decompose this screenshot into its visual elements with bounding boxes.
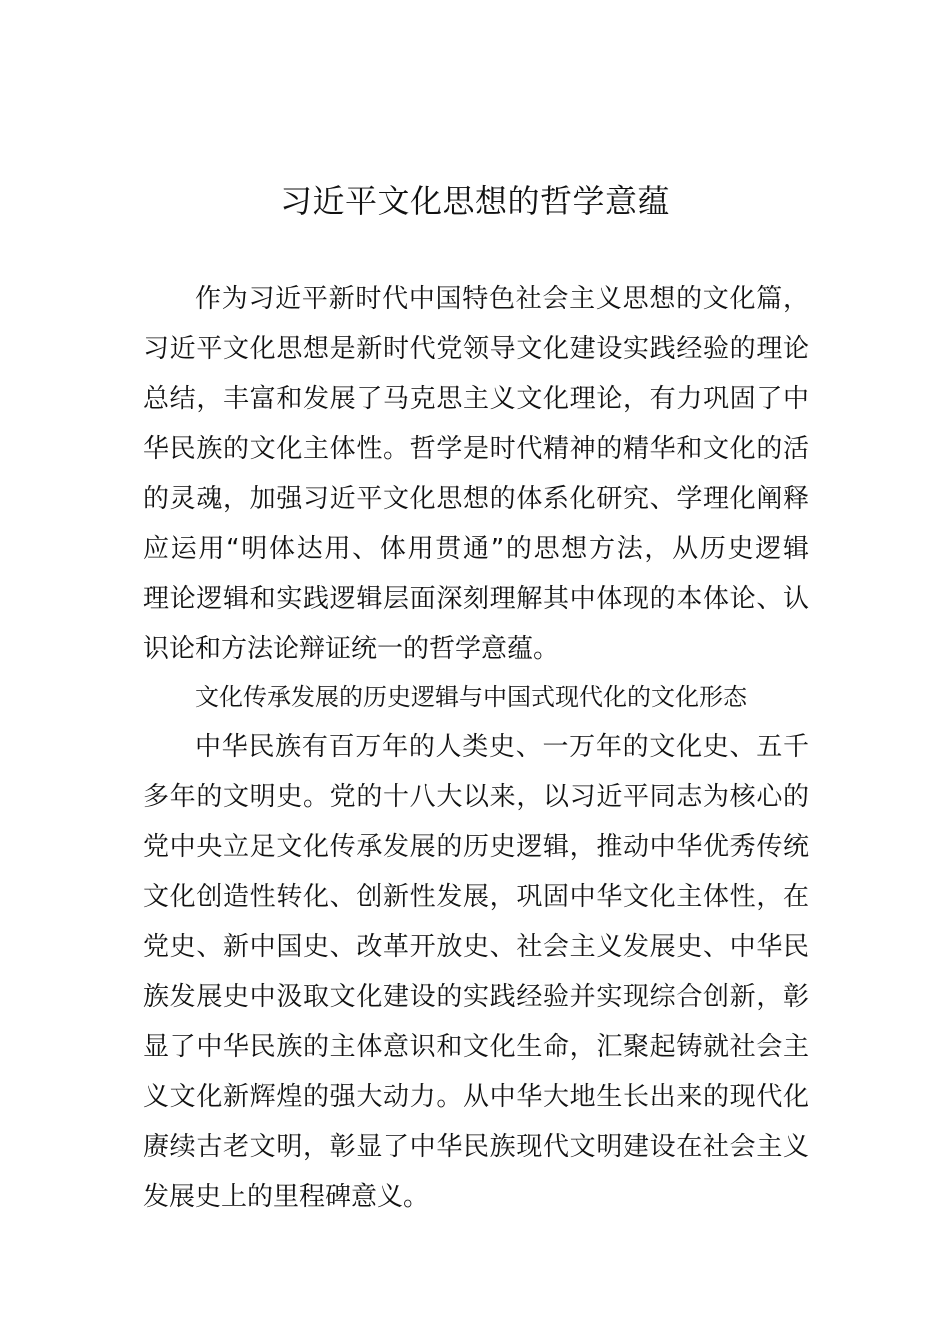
document-title: 习近平文化思想的哲学意蕴: [279, 182, 670, 220]
paragraph-line: 识论和方法论辩证统一的哲学意蕴。: [143, 634, 560, 664]
paragraph-line: 理论逻辑和实践逻辑层面深刻理解其中体现的本体论、认: [143, 584, 809, 614]
paragraph-line: 发展史上的里程碑意义。: [143, 1182, 430, 1212]
paragraph-history: [143, 722, 809, 1222]
paragraph-line: 华民族的文化主体性。哲学是时代精神的精华和文化的活: [143, 434, 809, 464]
paragraph-line: 的灵魂，加强习近平文化思想的体系化研究、学理化阐释: [143, 484, 809, 514]
paragraph-line: 赓续古老文明，彰显了中华民族现代文明建设在社会主义: [143, 1132, 809, 1162]
paragraph-line: 作为习近平新时代中国特色社会主义思想的文化篇，: [195, 284, 809, 314]
paragraph-line: 显了中华民族的主体意识和文化生命，汇聚起铸就社会主: [143, 1032, 809, 1062]
paragraph-line: 党中央立足文化传承发展的历史逻辑，推动中华优秀传统: [143, 832, 809, 862]
paragraph-intro: [143, 274, 809, 674]
paragraph-line: 应运用“明体达用、体用贯通”的思想方法，从历史逻辑: [143, 534, 809, 564]
paragraph-line: 中华民族有百万年的人类史、一万年的文化史、五千: [195, 732, 809, 762]
section-heading: 文化传承发展的历史逻辑与中国式现代化的文化形态: [195, 683, 747, 711]
paragraph-line: 党史、新中国史、改革开放史、社会主义发展史、中华民: [143, 932, 809, 962]
paragraph-line: 习近平文化思想是新时代党领导文化建设实践经验的理论: [143, 334, 809, 364]
paragraph-line: 多年的文明史。党的十八大以来，以习近平同志为核心的: [143, 782, 809, 812]
paragraph-line: 族发展史中汲取文化建设的实践经验并实现综合创新，彰: [143, 982, 809, 1012]
paragraph-line: 文化创造性转化、创新性发展，巩固中华文化主体性，在: [143, 882, 809, 912]
paragraph-line: 总结，丰富和发展了马克思主义文化理论，有力巩固了中: [143, 384, 809, 414]
paragraph-line: 义文化新辉煌的强大动力。从中华大地生长出来的现代化: [143, 1082, 809, 1112]
